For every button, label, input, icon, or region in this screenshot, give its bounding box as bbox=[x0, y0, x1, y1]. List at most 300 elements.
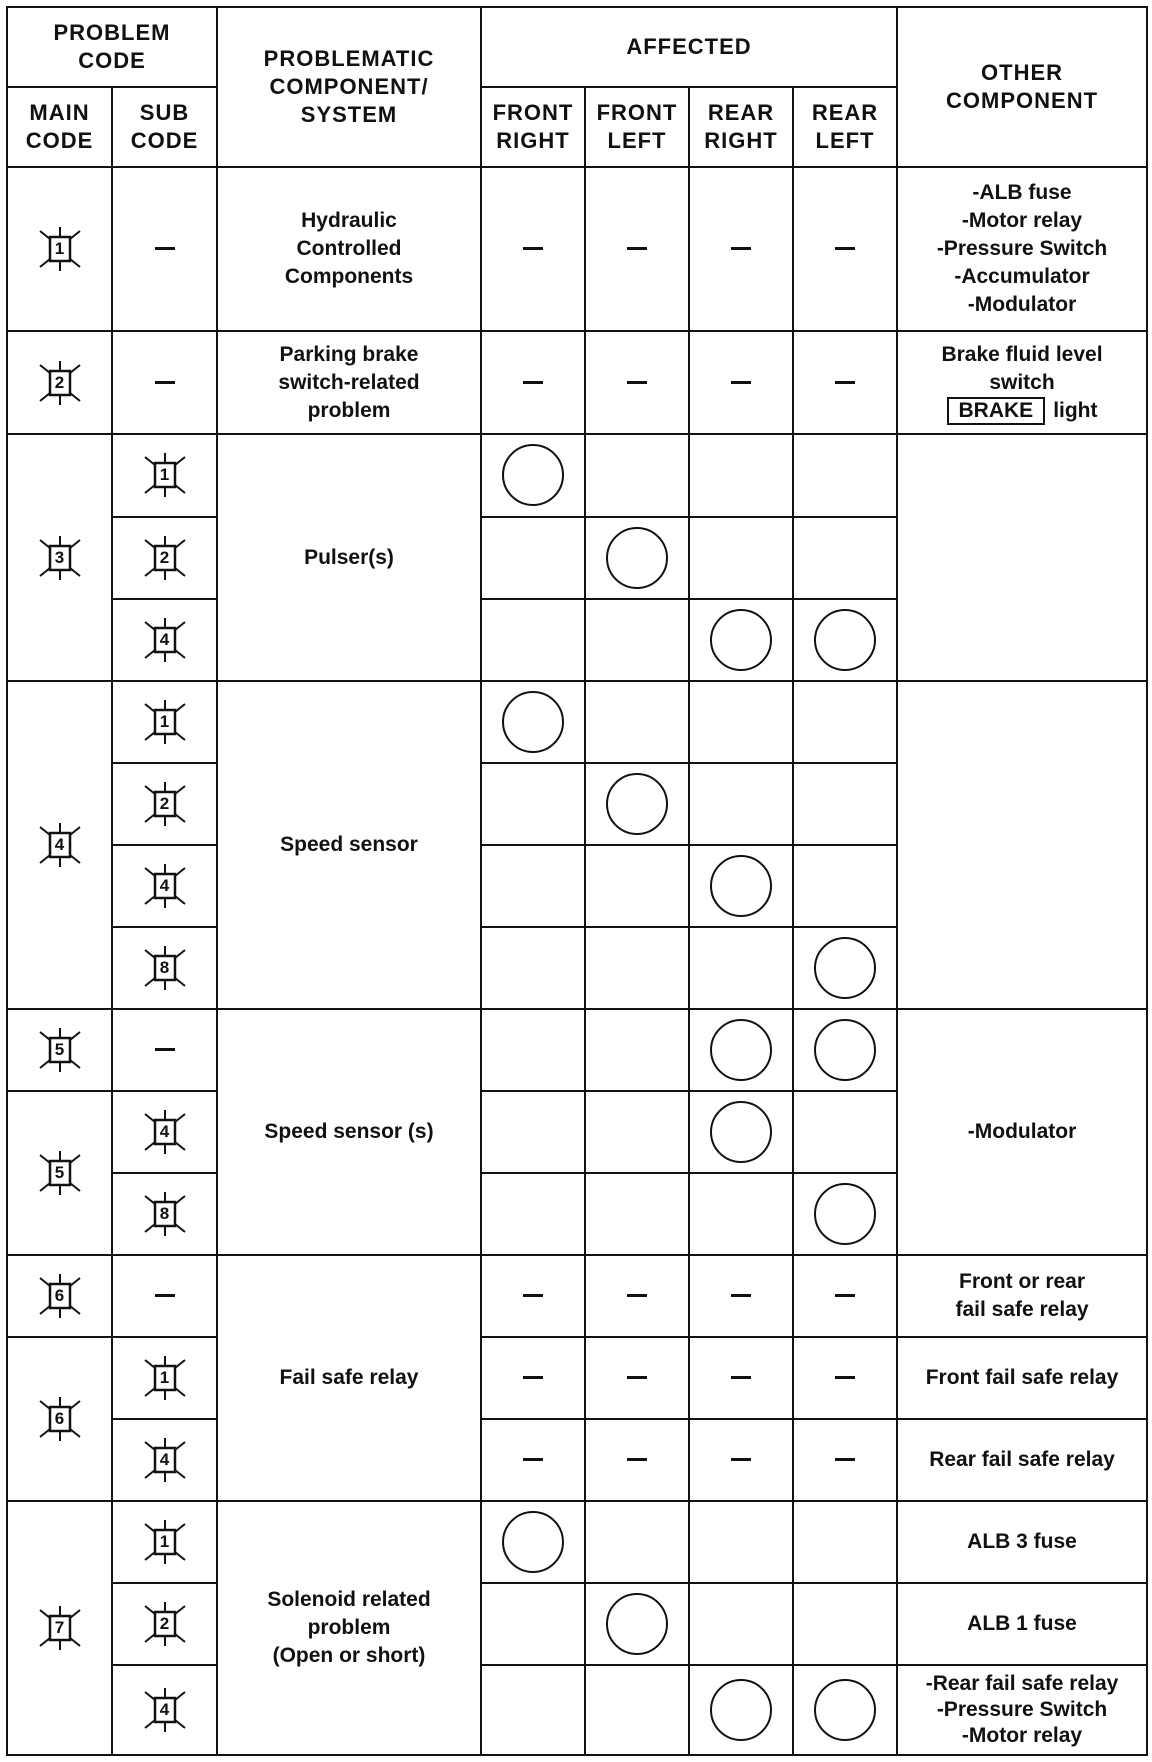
light-ray bbox=[145, 1114, 155, 1122]
blinking-light-icon bbox=[38, 1028, 82, 1072]
light-ray bbox=[175, 1552, 185, 1560]
code-number: 4 bbox=[159, 1121, 170, 1141]
main-code-cell bbox=[7, 167, 112, 331]
light-ray bbox=[70, 540, 80, 548]
affected-wheel-cell bbox=[689, 1665, 793, 1755]
light-ray bbox=[40, 1155, 50, 1163]
affected-wheel-cell bbox=[793, 681, 897, 763]
blinking-light-icon bbox=[143, 782, 187, 826]
light-ray bbox=[145, 1142, 155, 1150]
affected-wheel-cell bbox=[481, 434, 585, 516]
blinking-light-icon bbox=[38, 1397, 82, 1441]
dash-mark bbox=[731, 1294, 751, 1297]
dash-mark bbox=[627, 1458, 647, 1461]
light-ray bbox=[175, 650, 185, 658]
circle-mark-icon bbox=[710, 609, 772, 671]
dash-mark bbox=[731, 1376, 751, 1379]
affected-wheel-cell bbox=[793, 1419, 897, 1501]
component-cell: Solenoid related problem (Open or short) bbox=[217, 1501, 481, 1755]
light-ray bbox=[145, 540, 155, 548]
circle-mark-icon bbox=[502, 1511, 564, 1573]
component-header: PROBLEMATIC COMPONENT/ SYSTEM bbox=[217, 7, 481, 167]
affected-wheel-cell bbox=[689, 1009, 793, 1091]
code-row bbox=[7, 1337, 1147, 1419]
blinking-light-icon bbox=[38, 361, 82, 405]
affected-wheel-cell bbox=[689, 599, 793, 681]
code-number: 1 bbox=[54, 239, 65, 259]
affected-wheel-cell bbox=[481, 681, 585, 763]
light-ray bbox=[175, 1360, 185, 1368]
affected-wheel-cell bbox=[585, 1091, 689, 1173]
main-code-cell bbox=[7, 1255, 112, 1337]
other-component-cell: ALB 3 fuse bbox=[897, 1501, 1147, 1583]
code-number: 5 bbox=[54, 1162, 65, 1182]
code-number: 1 bbox=[159, 1531, 170, 1551]
blinking-light-icon bbox=[143, 453, 187, 497]
affected-wheel-cell bbox=[585, 1255, 689, 1337]
light-ray bbox=[40, 1610, 50, 1618]
other-component-cell bbox=[897, 434, 1147, 680]
affected-header: AFFECTED bbox=[481, 7, 897, 87]
light-ray bbox=[145, 1720, 155, 1728]
light-ray bbox=[175, 732, 185, 740]
main-code-cell bbox=[7, 1009, 112, 1091]
sub-code-cell bbox=[112, 167, 217, 331]
sub-code-cell bbox=[112, 1337, 217, 1419]
affected-wheel-cell bbox=[585, 167, 689, 331]
code-row bbox=[7, 1665, 1147, 1755]
light-ray bbox=[175, 1470, 185, 1478]
light-ray bbox=[40, 1060, 50, 1068]
dash-mark bbox=[523, 1376, 543, 1379]
code-number: 1 bbox=[159, 1367, 170, 1387]
light-ray bbox=[145, 1360, 155, 1368]
circle-mark-icon bbox=[502, 444, 564, 506]
main-code-cell bbox=[7, 681, 112, 1009]
dash-mark bbox=[155, 1294, 175, 1297]
light-ray bbox=[145, 485, 155, 493]
affected-wheel-cell bbox=[585, 331, 689, 434]
affected-wheel-cell bbox=[793, 845, 897, 927]
blinking-light-icon bbox=[38, 227, 82, 271]
rear-left-header: REAR LEFT bbox=[793, 87, 897, 167]
light-ray bbox=[145, 1388, 155, 1396]
front-right-header: FRONT RIGHT bbox=[481, 87, 585, 167]
light-ray bbox=[175, 1196, 185, 1204]
light-ray bbox=[145, 1196, 155, 1204]
sub-code-header: SUB CODE bbox=[112, 87, 217, 167]
blinking-light-icon bbox=[38, 536, 82, 580]
blinking-light-icon bbox=[143, 1110, 187, 1154]
main-code-cell bbox=[7, 1501, 112, 1755]
light-ray bbox=[145, 1606, 155, 1614]
component-cell: Speed sensor bbox=[217, 681, 481, 1009]
light-ray bbox=[175, 1114, 185, 1122]
dash-mark bbox=[731, 381, 751, 384]
affected-wheel-cell bbox=[585, 434, 689, 516]
blinking-light-icon bbox=[38, 1606, 82, 1650]
light-ray bbox=[70, 1183, 80, 1191]
other-component-cell: Front fail safe relay bbox=[897, 1337, 1147, 1419]
light-ray bbox=[175, 1142, 185, 1150]
sub-code-cell bbox=[112, 1255, 217, 1337]
light-ray bbox=[145, 622, 155, 630]
sub-code-cell bbox=[112, 434, 217, 516]
dash-mark bbox=[523, 247, 543, 250]
light-ray bbox=[175, 1634, 185, 1642]
code-row bbox=[7, 681, 1147, 763]
dash-mark bbox=[523, 381, 543, 384]
sub-code-cell bbox=[112, 927, 217, 1009]
other-component-cell: -Modulator bbox=[897, 1009, 1147, 1255]
light-ray bbox=[175, 704, 185, 712]
light-ray bbox=[70, 855, 80, 863]
blinking-light-icon bbox=[143, 1438, 187, 1482]
other-component-cell: Brake fluid level switch BRAKE light bbox=[897, 331, 1147, 434]
affected-wheel-cell bbox=[689, 434, 793, 516]
light-ray bbox=[70, 568, 80, 576]
code-row bbox=[7, 331, 1147, 434]
component-cell: Fail safe relay bbox=[217, 1255, 481, 1501]
sub-code-cell bbox=[112, 1583, 217, 1665]
dash-mark bbox=[155, 1048, 175, 1051]
other-component-cell: -Rear fail safe relay -Pressure Switch -Motor relay bbox=[897, 1665, 1147, 1755]
circle-mark-icon bbox=[606, 773, 668, 835]
dash-mark bbox=[731, 1458, 751, 1461]
light-ray bbox=[70, 1278, 80, 1286]
sub-code-cell bbox=[112, 1009, 217, 1091]
main-code-cell bbox=[7, 1337, 112, 1501]
dash-mark bbox=[155, 247, 175, 250]
affected-wheel-cell bbox=[793, 1091, 897, 1173]
light-ray bbox=[40, 855, 50, 863]
light-ray bbox=[40, 540, 50, 548]
front-left-header: FRONT LEFT bbox=[585, 87, 689, 167]
light-ray bbox=[70, 1060, 80, 1068]
code-row bbox=[7, 1583, 1147, 1665]
blinking-light-icon bbox=[143, 618, 187, 662]
affected-wheel-cell bbox=[481, 927, 585, 1009]
light-ray bbox=[40, 259, 50, 267]
affected-wheel-cell bbox=[585, 599, 689, 681]
light-ray bbox=[40, 568, 50, 576]
affected-wheel-cell bbox=[585, 1419, 689, 1501]
light-ray bbox=[40, 1429, 50, 1437]
affected-wheel-cell bbox=[689, 517, 793, 599]
light-ray bbox=[70, 827, 80, 835]
affected-wheel-cell bbox=[793, 927, 897, 1009]
light-ray bbox=[40, 231, 50, 239]
affected-wheel-cell bbox=[585, 517, 689, 599]
light-ray bbox=[175, 950, 185, 958]
light-ray bbox=[175, 1692, 185, 1700]
affected-wheel-cell bbox=[585, 1173, 689, 1255]
light-ray bbox=[40, 1278, 50, 1286]
dash-mark bbox=[627, 381, 647, 384]
circle-mark-icon bbox=[502, 691, 564, 753]
light-ray bbox=[175, 1720, 185, 1728]
affected-wheel-cell bbox=[585, 763, 689, 845]
code-number: 5 bbox=[54, 1039, 65, 1059]
affected-wheel-cell bbox=[689, 845, 793, 927]
light-ray bbox=[40, 393, 50, 401]
affected-wheel-cell bbox=[585, 1337, 689, 1419]
light-ray bbox=[145, 1224, 155, 1232]
sub-code-cell bbox=[112, 1419, 217, 1501]
light-ray bbox=[70, 365, 80, 373]
code-row bbox=[7, 1501, 1147, 1583]
affected-wheel-cell bbox=[689, 1173, 793, 1255]
light-ray bbox=[70, 1610, 80, 1618]
light-ray bbox=[145, 978, 155, 986]
affected-wheel-cell bbox=[793, 1009, 897, 1091]
light-ray bbox=[40, 1306, 50, 1314]
problem-code-header: PROBLEM CODE bbox=[7, 7, 217, 87]
affected-wheel-cell bbox=[481, 1501, 585, 1583]
sub-code-cell bbox=[112, 1665, 217, 1755]
light-ray bbox=[175, 1524, 185, 1532]
affected-wheel-cell bbox=[481, 1255, 585, 1337]
light-ray bbox=[145, 1634, 155, 1642]
other-component-header: OTHER COMPONENT bbox=[897, 7, 1147, 167]
affected-wheel-cell bbox=[793, 1501, 897, 1583]
code-number: 3 bbox=[54, 547, 65, 567]
circle-mark-icon bbox=[814, 1679, 876, 1741]
code-number: 1 bbox=[159, 465, 170, 485]
affected-wheel-cell bbox=[689, 763, 793, 845]
blinking-light-icon bbox=[38, 1151, 82, 1195]
code-row bbox=[7, 1419, 1147, 1501]
sub-code-cell bbox=[112, 845, 217, 927]
light-ray bbox=[175, 485, 185, 493]
light-ray bbox=[145, 814, 155, 822]
dash-mark bbox=[835, 247, 855, 250]
affected-wheel-cell bbox=[793, 763, 897, 845]
light-ray bbox=[70, 1032, 80, 1040]
light-ray bbox=[175, 896, 185, 904]
dash-mark bbox=[835, 1376, 855, 1379]
affected-wheel-cell bbox=[481, 1009, 585, 1091]
affected-wheel-cell bbox=[793, 434, 897, 516]
light-ray bbox=[40, 1183, 50, 1191]
light-ray bbox=[145, 732, 155, 740]
affected-wheel-cell bbox=[585, 1009, 689, 1091]
affected-wheel-cell bbox=[793, 1255, 897, 1337]
affected-wheel-cell bbox=[481, 845, 585, 927]
circle-mark-icon bbox=[710, 1679, 772, 1741]
light-ray bbox=[40, 1032, 50, 1040]
light-ray bbox=[175, 786, 185, 794]
light-ray bbox=[175, 868, 185, 876]
light-ray bbox=[175, 540, 185, 548]
light-ray bbox=[70, 1401, 80, 1409]
affected-wheel-cell bbox=[585, 845, 689, 927]
code-number: 8 bbox=[159, 1203, 170, 1223]
affected-wheel-cell bbox=[481, 1419, 585, 1501]
light-ray bbox=[145, 1442, 155, 1450]
sub-code-cell bbox=[112, 1091, 217, 1173]
blinking-light-icon bbox=[143, 864, 187, 908]
dash-mark bbox=[835, 381, 855, 384]
other-component-cell bbox=[897, 681, 1147, 1009]
code-number: 2 bbox=[159, 547, 170, 567]
code-row bbox=[7, 434, 1147, 516]
code-number: 4 bbox=[159, 1449, 170, 1469]
affected-wheel-cell bbox=[689, 1337, 793, 1419]
code-row bbox=[7, 167, 1147, 331]
circle-mark-icon bbox=[710, 1019, 772, 1081]
affected-wheel-cell bbox=[689, 1583, 793, 1665]
affected-wheel-cell bbox=[793, 517, 897, 599]
component-cell: Hydraulic Controlled Components bbox=[217, 167, 481, 331]
component-cell: Parking brake switch-related problem bbox=[217, 331, 481, 434]
affected-wheel-cell bbox=[793, 167, 897, 331]
affected-wheel-cell bbox=[481, 1583, 585, 1665]
light-ray bbox=[70, 1155, 80, 1163]
code-number: 4 bbox=[54, 834, 65, 854]
affected-wheel-cell bbox=[585, 681, 689, 763]
code-number: 8 bbox=[159, 957, 170, 977]
affected-wheel-cell bbox=[481, 1337, 585, 1419]
affected-wheel-cell bbox=[585, 927, 689, 1009]
affected-wheel-cell bbox=[689, 681, 793, 763]
main-code-cell bbox=[7, 331, 112, 434]
light-ray bbox=[145, 704, 155, 712]
sub-code-cell bbox=[112, 1173, 217, 1255]
affected-wheel-cell bbox=[689, 1501, 793, 1583]
code-number: 6 bbox=[54, 1408, 65, 1428]
circle-mark-icon bbox=[710, 855, 772, 917]
main-code-header: MAIN CODE bbox=[7, 87, 112, 167]
light-ray bbox=[145, 786, 155, 794]
code-number: 6 bbox=[54, 1285, 65, 1305]
sub-code-cell bbox=[112, 599, 217, 681]
sub-code-cell bbox=[112, 331, 217, 434]
affected-wheel-cell bbox=[481, 1091, 585, 1173]
light-ray bbox=[175, 1388, 185, 1396]
sub-code-cell bbox=[112, 1501, 217, 1583]
circle-mark-icon bbox=[814, 937, 876, 999]
affected-wheel-cell bbox=[793, 1173, 897, 1255]
light-ray bbox=[145, 1524, 155, 1532]
light-ray bbox=[40, 1401, 50, 1409]
dash-mark bbox=[155, 381, 175, 384]
dash-mark bbox=[627, 1294, 647, 1297]
light-ray bbox=[70, 393, 80, 401]
blinking-light-icon bbox=[143, 1192, 187, 1236]
affected-wheel-cell bbox=[689, 1255, 793, 1337]
dash-mark bbox=[835, 1294, 855, 1297]
light-ray bbox=[175, 622, 185, 630]
main-code-cell bbox=[7, 1091, 112, 1255]
code-number: 2 bbox=[159, 1613, 170, 1633]
affected-wheel-cell bbox=[481, 599, 585, 681]
affected-wheel-cell bbox=[793, 1665, 897, 1755]
diagnostic-code-table bbox=[6, 6, 1148, 1756]
circle-mark-icon bbox=[606, 527, 668, 589]
blinking-light-icon bbox=[143, 1356, 187, 1400]
affected-wheel-cell bbox=[585, 1501, 689, 1583]
affected-wheel-cell bbox=[481, 1665, 585, 1755]
light-ray bbox=[175, 457, 185, 465]
main-code-cell bbox=[7, 434, 112, 680]
component-cell: Pulser(s) bbox=[217, 434, 481, 680]
affected-wheel-cell bbox=[689, 927, 793, 1009]
light-ray bbox=[40, 1638, 50, 1646]
code-number: 2 bbox=[159, 793, 170, 813]
circle-mark-icon bbox=[814, 1019, 876, 1081]
light-ray bbox=[175, 1442, 185, 1450]
other-component-cell: Rear fail safe relay bbox=[897, 1419, 1147, 1501]
sub-code-cell bbox=[112, 681, 217, 763]
affected-wheel-cell bbox=[481, 167, 585, 331]
dash-mark bbox=[627, 247, 647, 250]
affected-wheel-cell bbox=[793, 599, 897, 681]
light-ray bbox=[40, 365, 50, 373]
dash-mark bbox=[523, 1458, 543, 1461]
affected-wheel-cell bbox=[689, 331, 793, 434]
other-component-cell: ALB 1 fuse bbox=[897, 1583, 1147, 1665]
light-ray bbox=[175, 978, 185, 986]
light-ray bbox=[145, 1552, 155, 1560]
affected-wheel-cell bbox=[793, 331, 897, 434]
affected-wheel-cell bbox=[793, 1583, 897, 1665]
circle-mark-icon bbox=[814, 1183, 876, 1245]
brake-light-label: BRAKE bbox=[947, 397, 1046, 425]
affected-wheel-cell bbox=[585, 1665, 689, 1755]
light-ray bbox=[175, 568, 185, 576]
dash-mark bbox=[523, 1294, 543, 1297]
other-component-cell: -ALB fuse -Motor relay -Pressure Switch -Accumulator -Modulator bbox=[897, 167, 1147, 331]
blinking-light-icon bbox=[38, 1274, 82, 1318]
light-ray bbox=[145, 950, 155, 958]
code-number: 4 bbox=[159, 875, 170, 895]
code-number: 4 bbox=[159, 1699, 170, 1719]
light-ray bbox=[175, 1224, 185, 1232]
affected-wheel-cell bbox=[689, 1419, 793, 1501]
blinking-light-icon bbox=[38, 823, 82, 867]
light-ray bbox=[145, 457, 155, 465]
rear-right-header: REAR RIGHT bbox=[689, 87, 793, 167]
light-ray bbox=[40, 827, 50, 835]
circle-mark-icon bbox=[606, 1593, 668, 1655]
sub-code-cell bbox=[112, 517, 217, 599]
blinking-light-icon bbox=[143, 946, 187, 990]
light-ray bbox=[145, 650, 155, 658]
dash-mark bbox=[627, 1376, 647, 1379]
light-ray bbox=[145, 568, 155, 576]
other-component-cell: Front or rear fail safe relay bbox=[897, 1255, 1147, 1337]
light-ray bbox=[70, 1638, 80, 1646]
light-ray bbox=[145, 896, 155, 904]
affected-wheel-cell bbox=[481, 763, 585, 845]
code-row bbox=[7, 1255, 1147, 1337]
code-number: 4 bbox=[159, 629, 170, 649]
light-ray bbox=[145, 1692, 155, 1700]
dash-mark bbox=[835, 1458, 855, 1461]
code-number: 2 bbox=[54, 372, 65, 392]
light-ray bbox=[70, 231, 80, 239]
affected-wheel-cell bbox=[481, 517, 585, 599]
affected-wheel-cell bbox=[793, 1337, 897, 1419]
code-number: 1 bbox=[159, 711, 170, 731]
component-cell: Speed sensor (s) bbox=[217, 1009, 481, 1255]
light-ray bbox=[175, 1606, 185, 1614]
circle-mark-icon bbox=[710, 1101, 772, 1163]
blinking-light-icon bbox=[143, 1688, 187, 1732]
blinking-light-icon bbox=[143, 700, 187, 744]
code-number: 7 bbox=[54, 1617, 65, 1637]
